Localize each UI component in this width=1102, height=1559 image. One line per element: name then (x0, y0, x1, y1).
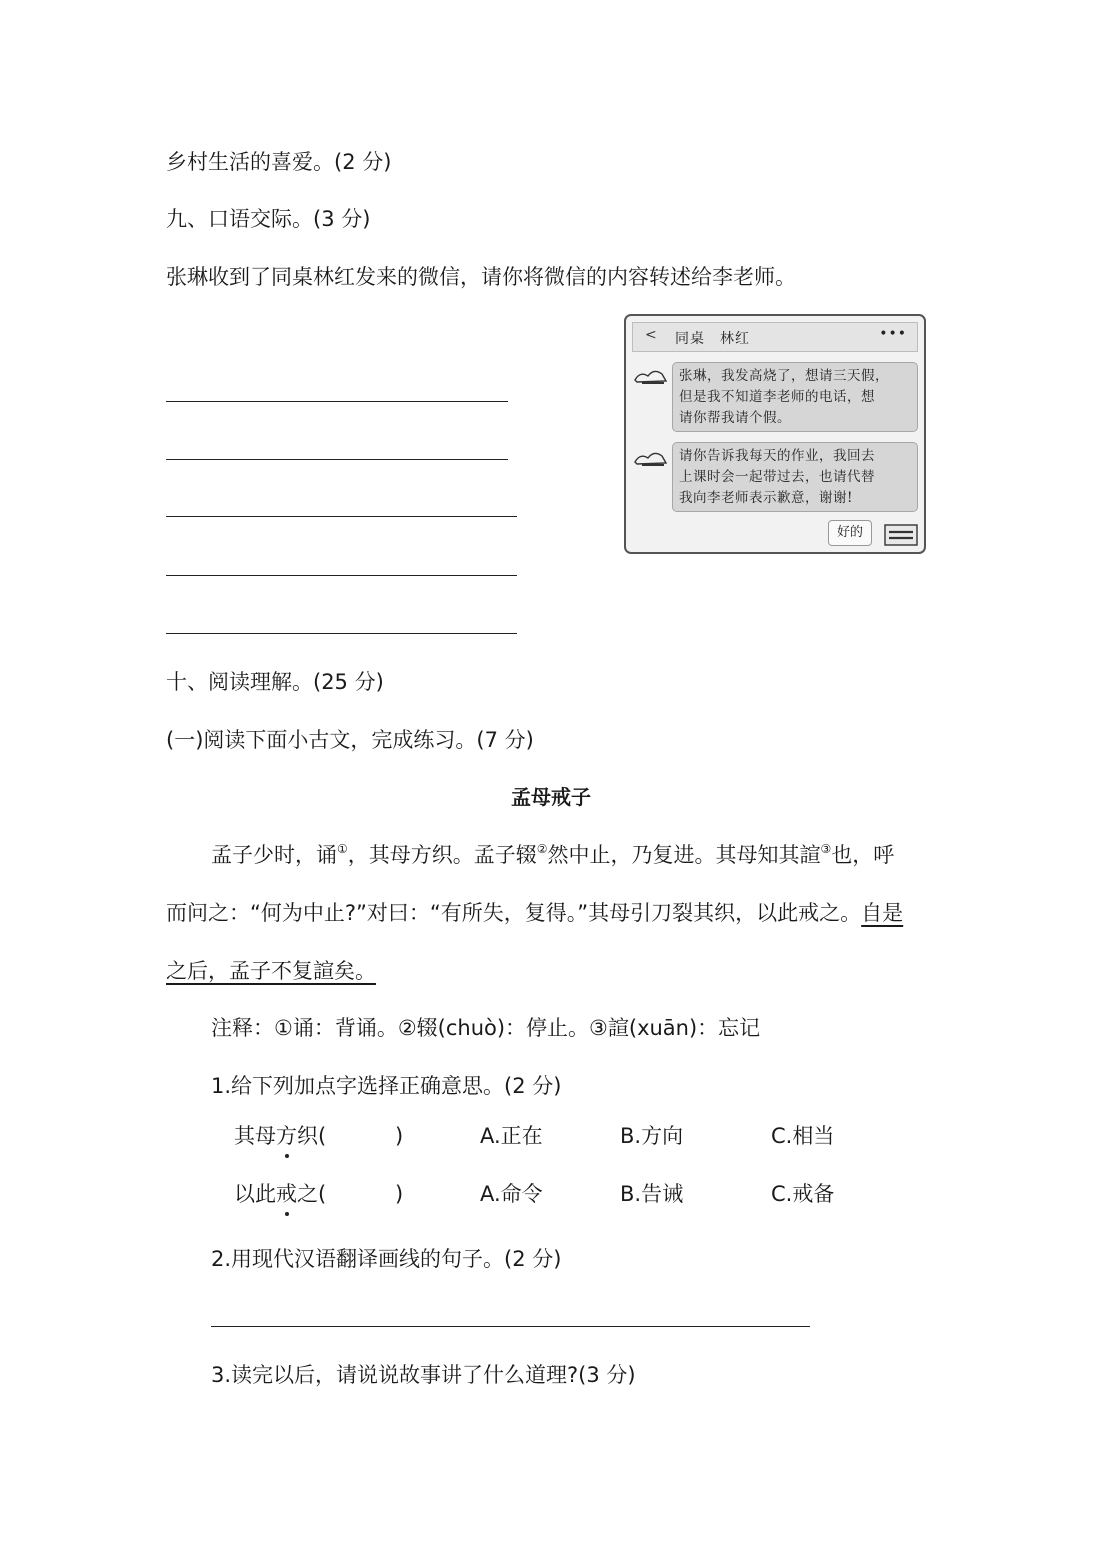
dotted-char: 方 (276, 1121, 297, 1151)
subsection-heading: (一)阅读下面小古文，完成练习。(7 分) (166, 728, 534, 752)
dotted-char: 戒 (276, 1179, 297, 1209)
option-a: A.命令 (480, 1182, 543, 1206)
self-avatar-icon (882, 522, 920, 548)
footnote-marker: ② (536, 842, 548, 856)
footnote-marker: ③ (820, 842, 832, 856)
chat-message: 张琳，我发高烧了，想请三天假， 但是我不知道李老师的电话，想 请你帮我请个假。 (672, 362, 918, 432)
row-text: 其母 (234, 1124, 276, 1148)
passage-line (211, 840, 894, 870)
underlined-sentence: 自是 (861, 901, 904, 925)
answer-line[interactable] (166, 401, 508, 402)
answer-line[interactable] (166, 516, 517, 517)
question-1-row-1 (234, 1121, 326, 1151)
oral-instruction: 张琳收到了同桌林红发来的微信，请你将微信的内容转述给李老师。 (166, 265, 796, 289)
wechat-screenshot (624, 314, 926, 554)
answer-blank-close[interactable]: ) (395, 1182, 404, 1206)
option-b: B.方向 (620, 1124, 684, 1148)
question-2: 2.用现代汉语翻译画线的句子。(2 分) (211, 1247, 562, 1271)
answer-line[interactable] (211, 1326, 810, 1327)
passage-text: 孟子少时，诵 (211, 843, 337, 867)
avatar-icon (632, 366, 668, 388)
underlined-sentence: 之后，孟子不复諠矣。 (166, 959, 376, 983)
row-text: 之( (297, 1182, 327, 1206)
answer-blank-close[interactable]: ) (395, 1124, 404, 1148)
option-c: C.戒备 (771, 1182, 835, 1206)
question-1: 1.给下列加点字选择正确意思。(2 分) (211, 1074, 562, 1098)
section-heading-reading: 十、阅读理解。(25 分) (166, 670, 384, 694)
back-icon: < (645, 327, 657, 343)
question-1-row-2 (234, 1179, 326, 1209)
passage-title: 孟母戒子 (511, 785, 591, 809)
passage-text: 然中止，乃复进。其母知其諠 (547, 843, 821, 867)
annotation: 注释：①诵：背诵。②辍(chuò)：停止。③諠(xuān)：忘记 (211, 1016, 761, 1040)
passage-text: 也，呼 (831, 843, 895, 867)
passage-line (166, 956, 376, 986)
row-text: 以此 (234, 1182, 276, 1206)
more-icon: ••• (879, 326, 907, 342)
passage-line (166, 898, 903, 928)
row-text: 织( (297, 1124, 327, 1148)
option-a: A.正在 (480, 1124, 543, 1148)
passage-text: ，其母方织。孟子辍 (347, 843, 537, 867)
chat-header (632, 322, 918, 352)
section-heading-oral: 九、口语交际。(3 分) (166, 207, 371, 231)
option-b: B.告诫 (620, 1182, 684, 1206)
footnote-marker: ① (337, 842, 348, 856)
passage-text: 而问之：“何为中止?”对曰：“有所失，复得。”其母引刀裂其织，以此戒之。 (166, 901, 862, 925)
question-3: 3.读完以后，请说说故事讲了什么道理?(3 分) (211, 1363, 636, 1387)
avatar-icon (632, 448, 668, 470)
answer-line[interactable] (166, 459, 508, 460)
chat-reply: 好的 (828, 520, 872, 546)
answer-line[interactable] (166, 633, 517, 634)
text-line: 乡村生活的喜爱。(2 分) (166, 150, 392, 174)
chat-message: 请你告诉我每天的作业，我回去 上课时会一起带过去，也请代替 我向李老师表示歉意，谢谢! (672, 442, 918, 512)
chat-contact-name: 同桌 林红 (675, 331, 750, 347)
answer-line[interactable] (166, 575, 517, 576)
option-c: C.相当 (771, 1124, 835, 1148)
